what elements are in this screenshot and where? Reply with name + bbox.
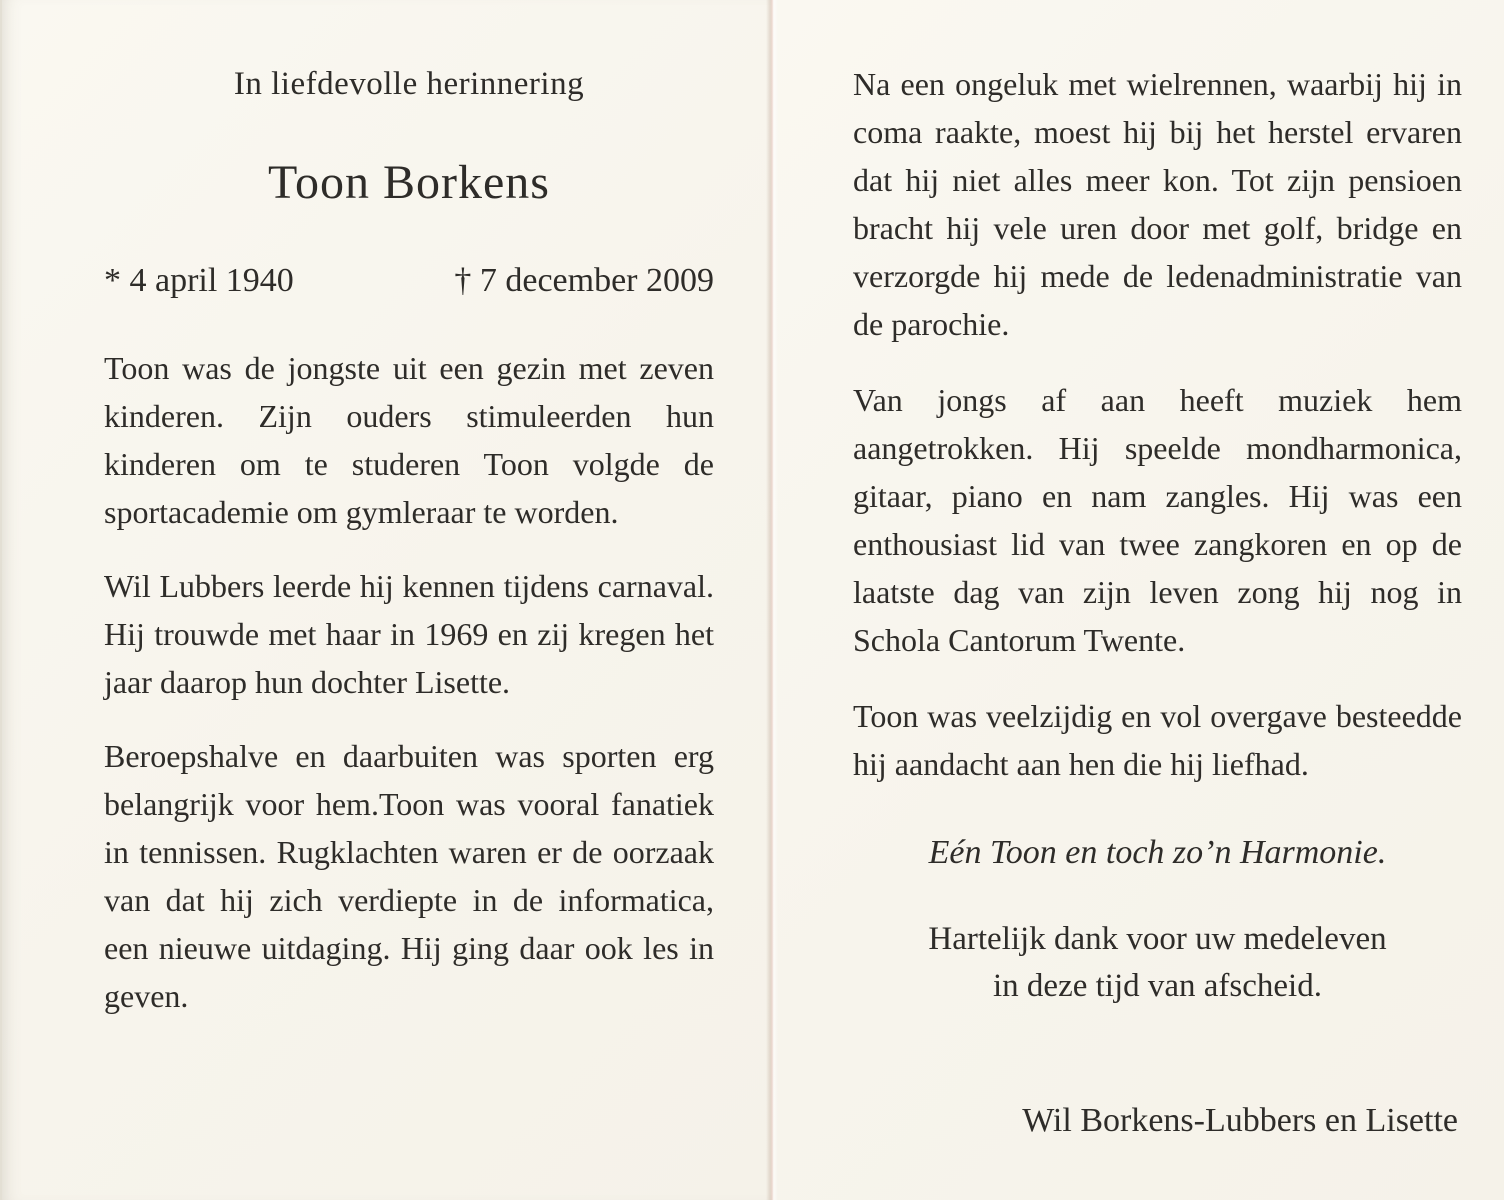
left-paragraph-family: Toon was de jongste uit een gezin met zeven kinderen. Zijn ouders stimuleerden hun kinderen om te studeren Toon volgde de sportacademie om gymleraar te worden.: [104, 350, 714, 530]
right-paragraph-music: Van jongs af aan heeft muziek hem aangetrokken. Hij speelde mondharmonica, gitaar, piano en nam zangles. Hij was een enthousiast lid van twee zangkoren en op de laatste dag van zijn leven zong hij nog in Schola Cantorum Twente.: [853, 382, 1462, 658]
right-paragraph-accident: Na een ongeluk met wielrennen, waarbij hij in coma raakte, moest hij bij het herstel ervaren dat hij niet alles meer kon. Tot zijn pensioen bracht hij vele uren door met golf, bridge en verzorgde hij mede de ledenadministratie van de parochie.: [853, 66, 1462, 342]
life-dates: [104, 262, 714, 300]
birth-date: * 4 april 1940: [104, 262, 294, 299]
thanks-message: [853, 916, 1462, 1010]
left-paragraph-sports: Beroepshalve en daarbuiten was sporten erg belangrijk voor hem.Toon was vooral fanatiek in tennissen. Rugklachten waren er de oorzaak van dat hij zich verdiepte in de informatica, een nieuwe uitdaging. Hij ging daar ook les in geven.: [104, 738, 714, 1014]
family-signature: Wil Borkens-Lubbers en Lisette: [1022, 1102, 1458, 1139]
thanks-line-2: in deze tijd van afscheid.: [993, 968, 1322, 1004]
deceased-name: Toon Borkens: [268, 156, 550, 209]
card-page-right: [772, 0, 1504, 1200]
left-paragraph-marriage: Wil Lubbers leerde hij kennen tijdens carnaval. Hij trouwde met haar in 1969 en zij kregen het jaar daarop hun dochter Lisette.: [104, 568, 714, 700]
right-paragraph-devotion: Toon was veelzijdig en vol overgave besteedde hij aandacht aan hen die hij liefhad.: [853, 698, 1462, 782]
death-date: † 7 december 2009: [454, 262, 714, 299]
memorial-heading: In liefdevolle herinnering: [233, 66, 585, 102]
memorial-motto: Eén Toon en toch zo’n Harmonie.: [928, 834, 1387, 871]
thanks-line-1: Hartelijk dank voor uw medeleven: [928, 921, 1387, 957]
